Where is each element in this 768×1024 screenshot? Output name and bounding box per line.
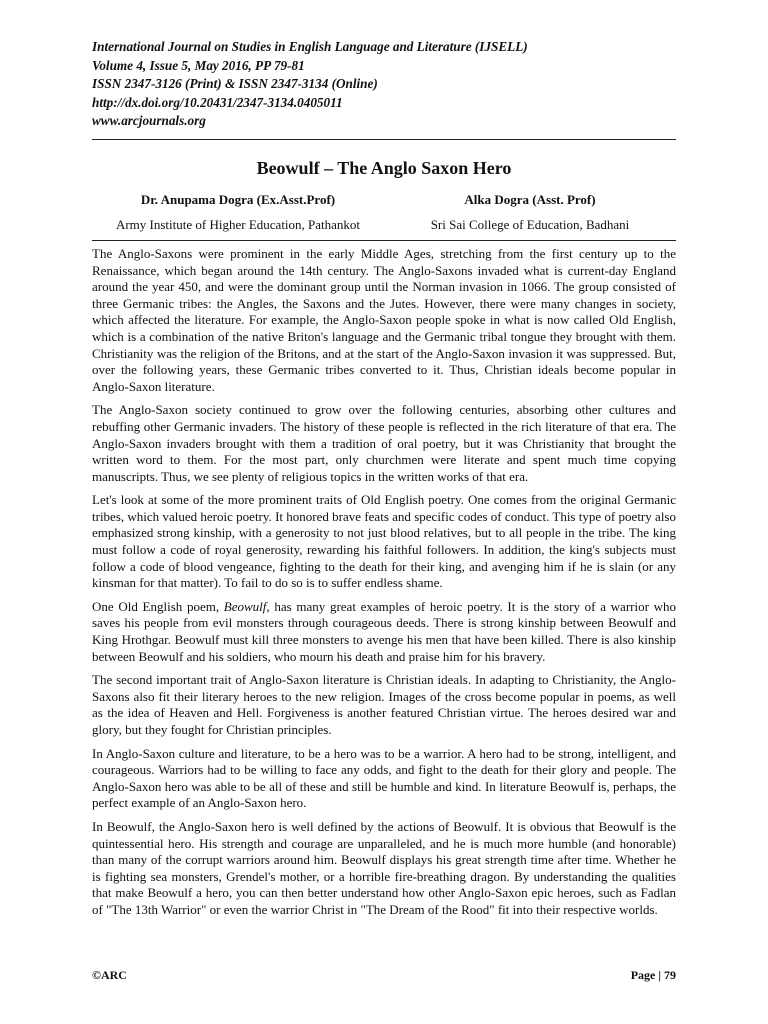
paragraph xyxy=(92,599,676,665)
paragraph: The second important trait of Anglo-Saxon literature is Christian ideals. In adapting to Christianity, the Anglo-Saxons also fit their literary heroes to the new religion. Images of the cross become popular in poems, as well as the idea of Heaven and Hell. Forgiveness is another featured Christian virtue. The heroes desired war and glory, but they fought for Christian principles. xyxy=(92,672,676,737)
journal-website-link[interactable]: www.arcjournals.org xyxy=(92,113,206,129)
journal-header xyxy=(92,38,676,131)
article-body xyxy=(92,246,676,919)
paragraph: Let's look at some of the more prominent traits of Old English poetry. One comes from the original Germanic tribes, which valued heroic poetry. It honored brave feats and specific codes of conduct. This type of poetry also emphasized strong kinship, with a generosity to not just blood relatives, but to all people in the tribe. The king must follow a code of royal generosity, rewarding his faithful followers. In addition, the king's subjects must follow a code of blood vengeance, fighting to the death for their king, and avenging him if he is slain (or any kinsman for that matter). To fail to do so is to suffer endless shame. xyxy=(92,492,676,591)
author-block xyxy=(92,191,676,234)
journal-issn: ISSN 2347-3126 (Print) & ISSN 2347-3134 (Online) xyxy=(92,76,378,92)
journal-doi-link[interactable]: http://dx.doi.org/10.20431/2347-3134.0405011 xyxy=(92,94,343,110)
author-affiliation: Army Institute of Higher Education, Pathankot xyxy=(115,216,361,232)
page-footer xyxy=(92,968,676,983)
paragraph: In Anglo-Saxon culture and literature, to be a hero was to be a warrior. A hero had to be strong, intelligent, and courageous. Warriors had to be willing to face any odds, and fight to the death for their glory and people. The Anglo-Saxon hero was able to be all of these and still be humble and kind. In literature Beowulf is, perhaps, the perfect example of an Anglo-Saxon hero. xyxy=(92,745,676,811)
paper-title: Beowulf – The Anglo Saxon Hero xyxy=(256,157,512,178)
author-affiliation: Sri Sai College of Education, Badhani xyxy=(430,216,630,232)
paragraph-text: One Old English poem, xyxy=(92,598,224,614)
author-2 xyxy=(384,191,676,234)
paragraph: In Beowulf, the Anglo-Saxon hero is well defined by the actions of Beowulf. It is obvious that Beowulf is the quintessential hero. His strength and courage are unparalleled, and he is much more humble (and honorable) than many of the corrupt warriors around him. Beowulf displays his great strength time after time. Whether he is fighting sea monsters, Grendel's mother, or a horrible fire-breathing dragon. By understanding the qualities that make Beowulf a hero, you can then better understand how other Anglo-Saxon epic heroes, such as Fadlan of "The 13th Warrior" or even the warrior Christ in "The Dream of the Rood" fit into their respective worlds. xyxy=(92,818,676,917)
paragraph: The Anglo-Saxon society continued to grow over the following centuries, absorbing other cultures and rebuffing other Germanic invaders. The history of these people is reflected in the rich literature of that era. The Anglo-Saxon invaders brought with them a tradition of oral poetry, but it was Christianity that brought the written word to them. For the most part, only churchmen were literate and spent much time copying manuscripts. Thus, we see plenty of religious topics in the written works of that era. xyxy=(92,402,676,484)
page-number: Page | 79 xyxy=(630,968,676,982)
header-divider xyxy=(92,139,676,140)
poem-title-italic: Beowulf xyxy=(223,598,267,614)
paragraph-text: , has many great examples of heroic poetry. It is the story of a warrior who saves his people from evil monsters through courageous deeds. There is strong kinship between Beowulf and King Hrothgar. Beowulf must kill three monsters to avenge his men that have been killed. There is also kinship between Beowulf and his soldiers, who mourn his death and praise him for his bravery. xyxy=(92,598,677,664)
journal-name: International Journal on Studies in English Language and Literature (IJSELL) xyxy=(92,39,528,54)
paragraph: The Anglo-Saxons were prominent in the early Middle Ages, stretching from the first century up to the Renaissance, which began around the 14th century. The Anglo-Saxons invaded what is current-day England around the year 450, and were the dominant group until the Norman invasion in 1066. The group consisted of three Germanic tribes: the Angles, the Saxons and the Jutes. However, there were many changes in society, which affected the literature. For example, the Anglo-Saxon people spoke in what is now called Old English, which is a combination of the native Briton's language and the Germanic tribal tongue they brought with them. Christianity was the religion of the Britons, and at the start of the Anglo-Saxon invasion it was suppressed. But, over the following years, these Germanic tribes converted to it. Thus, Christian ideals become popular in Anglo-Saxon literature. xyxy=(92,245,676,394)
paper-page xyxy=(92,38,676,926)
author-1 xyxy=(92,191,384,234)
journal-volume: Volume 4, Issue 5, May 2016, PP 79-81 xyxy=(92,57,305,73)
title-divider xyxy=(92,240,676,241)
copyright-label: ©ARC xyxy=(92,968,127,982)
author-name: Alka Dogra (Asst. Prof) xyxy=(464,191,596,207)
author-name: Dr. Anupama Dogra (Ex.Asst.Prof) xyxy=(140,191,336,207)
